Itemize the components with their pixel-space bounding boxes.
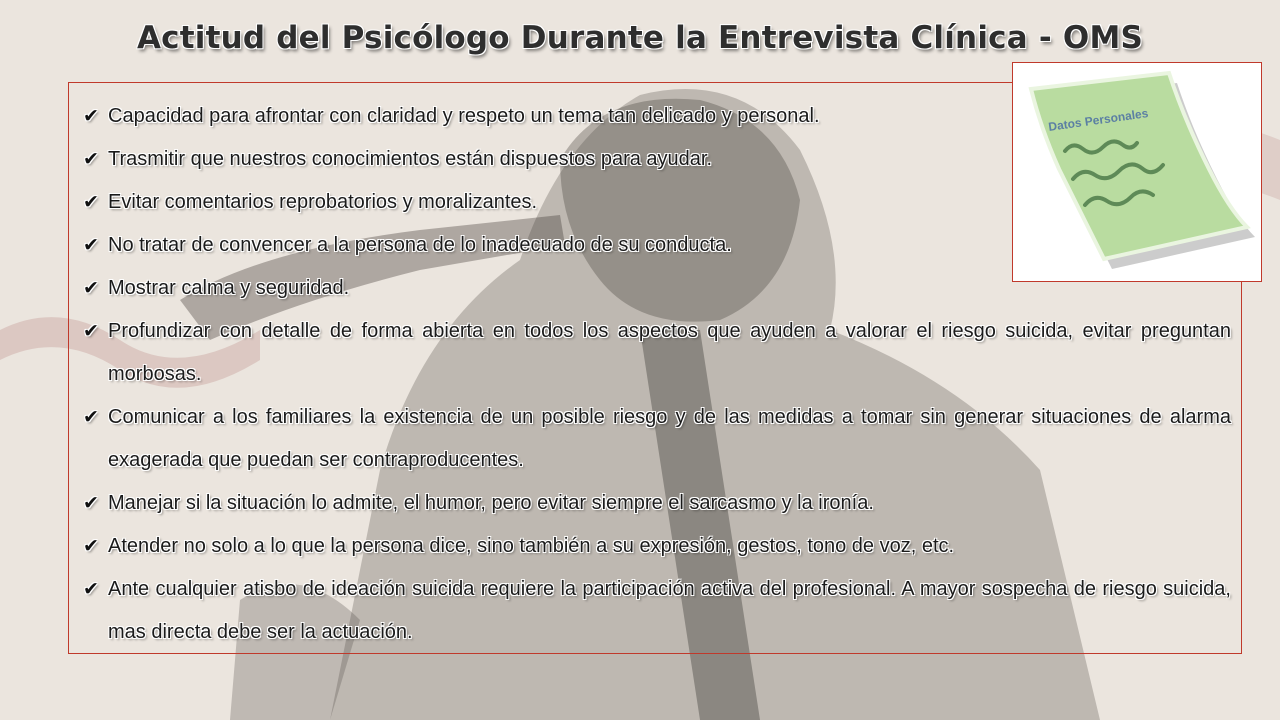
check-mark-icon: ✔ [83,492,99,514]
check-mark-icon: ✔ [83,148,99,170]
slide-title: Actitud del Psicólogo Durante la Entrevista Clínica - OMS [136,20,1144,56]
list-item [81,181,1028,224]
document-label: Datos Personales [1047,106,1150,134]
document-icon [1013,63,1261,281]
list-item-text: Manejar si la situación lo admite, el humor, pero evitar siempre el sarcasmo y la ironía. [108,492,874,514]
check-mark-icon: ✔ [83,234,99,256]
check-mark-icon: ✔ [83,320,99,342]
list-item [81,525,1231,568]
list-item-text: Evitar comentarios reprobatorios y moralizantes. [108,191,538,213]
list-item-text: No tratar de convencer a la persona de lo inadecuado de su conducta. [108,234,732,256]
list-item-text: Trasmitir que nuestros conocimientos están dispuestos para ayudar. [108,148,713,170]
list-item-text: Mostrar calma y seguridad. [108,277,350,299]
list-item [81,224,1028,267]
list-item [81,310,1231,396]
list-item [81,138,1028,181]
check-mark-icon: ✔ [83,535,99,557]
list-item [81,568,1231,654]
list-item [81,267,1028,310]
list-item-text: Atender no solo a lo que la persona dice, sino también a su expresión, gestos, tono de voz, etc. [108,535,955,557]
check-mark-icon: ✔ [83,578,99,600]
list-item-text: Comunicar a los familiares la existencia de un posible riesgo y de las medidas a tomar sin generar situaciones de alarma exagerada que puedan ser contraproducentes. [108,406,1231,471]
check-mark-icon: ✔ [83,406,99,428]
check-mark-icon: ✔ [83,105,99,127]
list-item [81,396,1231,482]
list-item-text: Ante cualquier atisbo de ideación suicida requiere la participación activa del profesional. A mayor sospecha de riesgo suicida, mas directa debe ser la actuación. [108,578,1231,643]
list-item [81,482,1231,525]
check-mark-icon: ✔ [83,277,99,299]
check-mark-icon: ✔ [83,191,99,213]
list-item-text: Capacidad para afrontar con claridad y respeto un tema tan delicado y personal. [108,105,820,127]
document-image-card [1012,62,1262,282]
list-item [81,95,1028,138]
list-item-text: Profundizar con detalle de forma abierta en todos los aspectos que ayuden a valorar el riesgo suicida, evitar preguntan morbosas. [108,320,1231,385]
